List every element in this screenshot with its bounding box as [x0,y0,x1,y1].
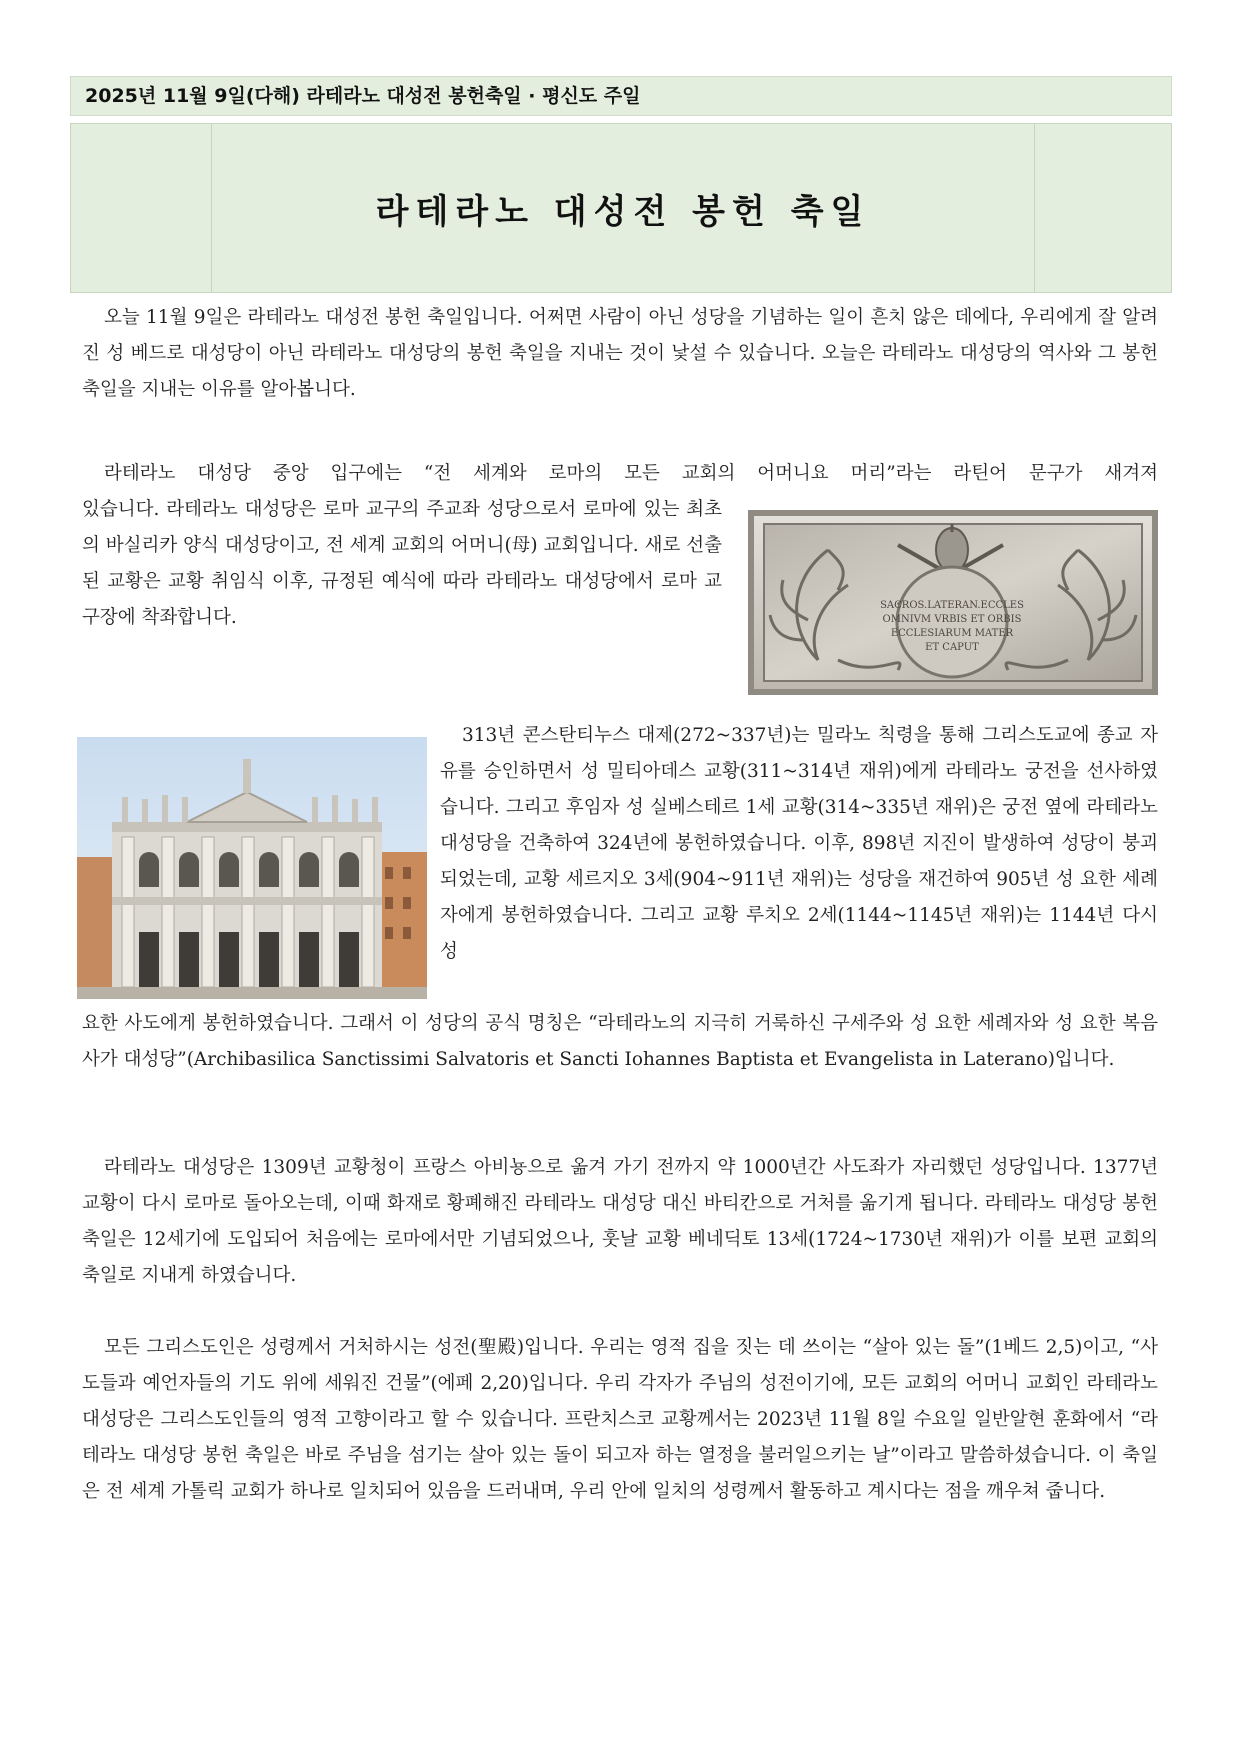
title-box [70,123,1172,293]
svg-text:OMNIVM VRBIS ET ORBIS: OMNIVM VRBIS ET ORBIS [882,614,1022,625]
svg-text:SACROS.LATERAN.ECCLES: SACROS.LATERAN.ECCLES [880,600,1024,611]
paragraph-inscription-line1: 라테라노 대성당 중앙 입구에는 “전 세계와 로마의 모든 교회의 어머니요 머리”라는 라틴어 문구가 새겨져 [104,463,1158,484]
paragraph-avignon: 라테라노 대성당은 1309년 교황청이 프랑스 아비뇽으로 옮겨 가기 전까지 약 1000년간 사도좌가 자리했던 성당입니다. 1377년 교황이 다시 로마로 돌아오는데, 이때 화재로 황폐해진 라테라노 대성당 대신 바티칸으로 거처를 옮기게 됩니다. 라테라노 대성당 봉헌 축일은 12세기에 도입되어 처음에는 로마에서만 기념되었으나, 훗날 교황 베네딕토 13세(1724~1730년 재위)가 이를 보편 교회의 축일로 지내게 하였습니다. [82,1157,1158,1286]
page-title: 라테라노 대성전 봉헌 축일 [375,191,871,232]
svg-text:ET CAPUT: ET CAPUT [925,642,979,653]
svg-text:ECCLESIARUM MATER: ECCLESIARUM MATER [890,628,1014,639]
paragraph-living-stones: 모든 그리스도인은 성령께서 거처하시는 성전(聖殿)입니다. 우리는 영적 집을 짓는 데 쓰이는 “살아 있는 돌”(1베드 2,5)이고, “사도들과 예언자들의 기도 위에 세워진 건물”(에페 2,20)입니다. 우리 각자가 주님의 성전이기에, 모든 교회의 어머니 교회인 라테라노 대성당은 그리스도인들의 영적 고향이라고 할 수 있습니다. 프란치스코 교황께서는 2023년 11월 8일 수요일 일반알현 훈화에서 “라테라노 대성당 봉헌 축일은 바로 주님을 섬기는 살아 있는 돌이 되고자 하는 열정을 불러일으키는 날”이라고 말씀하셨습니다. 이 축일은 전 세계 가톨릭 교회가 하나로 일치되어 있음을 드러내며, 우리 안에 일치의 성령께서 활동하고 계시다는 점을 깨우쳐 줍니다. [82,1337,1158,1502]
date-header: 2025년 11월 9일(다해) 라테라노 대성전 봉헌축일 · 평신도 주일 [70,76,1172,116]
paragraph-intro: 오늘 11월 9일은 라테라노 대성전 봉헌 축일입니다. 어쩌면 사람이 아닌 성당을 기념하는 일이 흔치 않은 데에다, 우리에게 잘 알려진 성 베드로 대성당이 아닌 라테라노 대성당의 봉헌 축일을 지내는 것이 낯설 수 있습니다. 오늘은 라테라노 대성당의 역사와 그 봉헌 축일을 지내는 이유를 알아봅니다. [82,307,1158,400]
paragraph-inscription-rest: 있습니다. 라테라노 대성당은 로마 교구의 주교좌 성당으로서 로마에 있는 최초의 바실리카 양식 대성당이고, 전 세계 교회의 어머니(母) 교회입니다. 새로 선출된 교황은 교황 취임식 이후, 규정된 예식에 따라 라테라노 대성당에서 로마 교구장에 착좌합니다. [82,499,722,628]
paragraph-history-side: 313년 콘스탄티누스 대제(272~337년)는 밀라노 칙령을 통해 그리스도교에 종교 자유를 승인하면서 성 밀티아데스 교황(311~314년 재위)에게 라테라노 궁전을 선사하였습니다. 그리고 후임자 성 실베스테르 1세 교황(314~335년 재위)은 궁전 옆에 라테라노 대성당을 건축하여 324년에 봉헌하였습니다. 이후, 898년 지진이 발생하여 성당이 붕괴되었는데, 교황 세르지오 3세(904~911년 재위)는 성당을 재건하여 905년 성 요한 세례자에게 봉헌하였습니다. 그리고 교황 루치오 2세(1144~1145년 재위)는 1144년 다시 성 [440,725,1158,962]
inscription-relief-image [748,510,1158,695]
basilica-facade-image [77,737,427,999]
paragraph-history-continued: 요한 사도에게 봉헌하였습니다. 그래서 이 성당의 공식 명칭은 “라테라노의 지극히 거룩하신 구세주와 성 요한 세례자와 성 요한 복음사가 대성당”(Archibasilica Sanctissimi Salvatoris et Sancti Iohannes Baptista et Evangelista in Laterano)입니다. [82,1013,1158,1070]
title-inner [211,123,1035,293]
